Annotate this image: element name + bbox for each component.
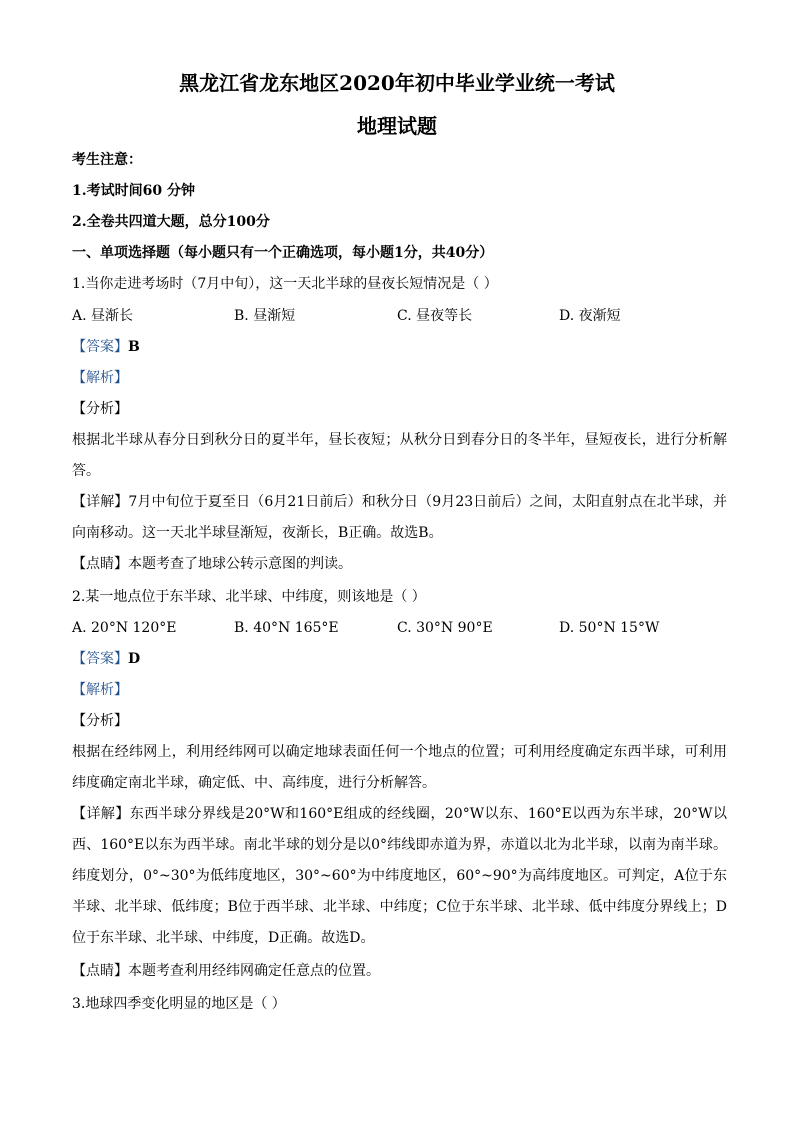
- q2-answer-value: D: [128, 651, 141, 667]
- comment-label: 【点睛】: [72, 556, 128, 572]
- q1-option-a: A. 昼渐长: [72, 308, 134, 324]
- q1-comment-text: 本题考查了地球公转示意图的判读。: [128, 556, 352, 572]
- question-2-stem: 2.某一地点位于东半球、北半球、中纬度，则该地是（ ）: [72, 589, 426, 605]
- q2-fenxi-text: 根据在经纬网上，利用经纬网可以确定地球表面任何一个地点的位置；可利用经度确定东西半球，可利用纬度确定南北半球，确定低、中、高纬度，进行分析解答。: [72, 744, 727, 791]
- question-1-stem: 1.当你走进考场时（7月中旬），这一天北半球的昼夜长短情况是（ ）: [72, 276, 498, 292]
- q1-detail: [72, 487, 727, 549]
- q2-option-d: D. 50°N 15°W: [559, 620, 660, 636]
- q2-detail-text: 东西半球分界线是20°W和160°E组成的经线圈，20°W以东、160°E以西为东半球，20°W以西、160°E以东为西半球。南北半球的划分是以0°纬线即赤道为界，赤道以北为北半球，以南为南半球。纬度划分，0°~30°为低纬度地区，30°~60°为中纬度地区，60°~90°为高纬度地区。可判定，A位于东半球、北半球、低纬度；B位于西半球、北半球、中纬度；C位于东半球、北半球、低中纬度分界线上；D位于东半球、北半球、中纬度，D正确。故选D。: [72, 806, 728, 946]
- q2-option-c: C. 30°N 90°E: [397, 620, 493, 636]
- q1-option-d: D. 夜渐短: [559, 308, 621, 324]
- q1-detail-text: 7月中旬位于夏至日（6月21日前后）和秋分日（9月23日前后）之间，太阳直射点在北半球，并向南移动。这一天北半球昼渐短，夜渐长，B正确。故选B。: [72, 494, 727, 541]
- q1-analysis-label: 【解析】: [72, 370, 128, 386]
- question-3-stem: 3.地球四季变化明显的地区是（ ）: [72, 996, 286, 1012]
- q2-fenxi-label: 【分析】: [72, 713, 128, 729]
- q2-answer-row: [72, 649, 727, 669]
- notice-heading: 考生注意：: [72, 152, 142, 168]
- q1-comment: [72, 549, 727, 580]
- notice-item-1: 1.考试时间60 分钟: [72, 183, 195, 199]
- answer-label: 【答案】: [72, 651, 128, 667]
- q1-fenxi-label: 【分析】: [72, 401, 128, 417]
- q2-option-b: B. 40°N 165°E: [234, 620, 339, 636]
- q1-option-c: C. 昼夜等长: [397, 308, 473, 324]
- q1-option-b: B. 昼渐短: [234, 308, 296, 324]
- q2-detail: [72, 799, 727, 954]
- q2-option-a: A. 20°N 120°E: [72, 620, 177, 636]
- document-subtitle: 地理试题: [357, 114, 437, 138]
- document-title: 黑龙江省龙东地区2020年初中毕业学业统一考试: [179, 71, 615, 95]
- detail-label: 【详解】: [72, 494, 129, 510]
- q2-analysis-label: 【解析】: [72, 682, 128, 698]
- q2-comment-text: 本题考查利用经纬网确定任意点的位置。: [128, 963, 380, 979]
- comment-label: 【点睛】: [72, 963, 128, 979]
- answer-label: 【答案】: [72, 339, 128, 355]
- section-heading: 一、单项选择题（每小题只有一个正确选项，每小题1分，共40分）: [72, 245, 494, 261]
- q2-comment: [72, 956, 727, 987]
- q1-fenxi-text: 根据北半球从春分日到秋分日的夏半年，昼长夜短；从秋分日到春分日的冬半年，昼短夜长，进行分析解答。: [72, 432, 727, 479]
- detail-label: 【详解】: [72, 806, 130, 822]
- notice-item-2: 2.全卷共四道大题，总分100分: [72, 214, 270, 230]
- q1-answer-value: B: [128, 339, 140, 355]
- q1-answer-row: [72, 337, 727, 357]
